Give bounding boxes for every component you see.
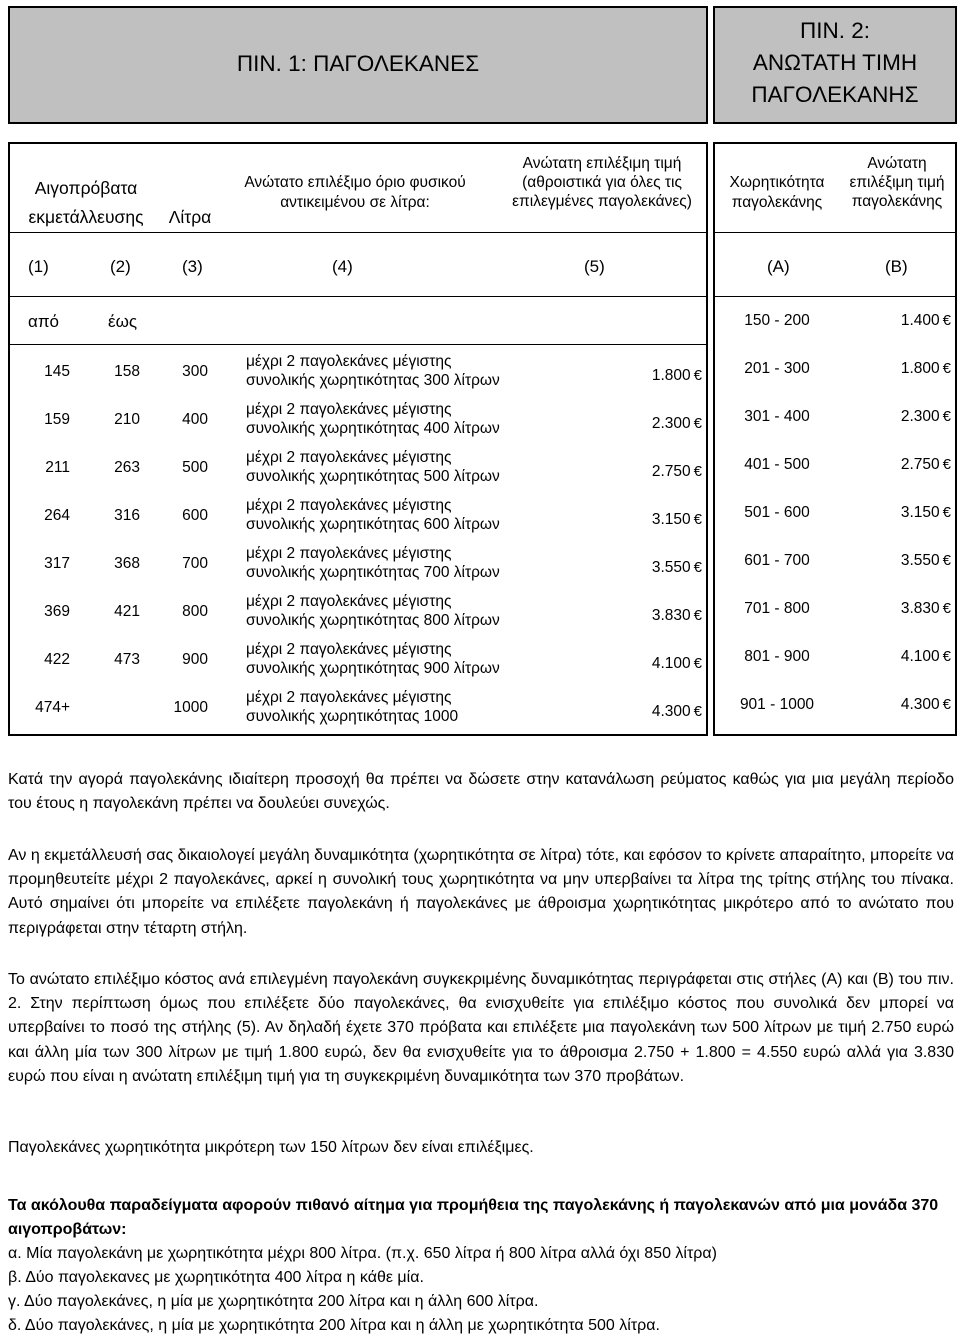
header-liters: Λίτρα [168, 207, 212, 227]
euro-icon: € [942, 648, 951, 665]
row-tank-price [835, 360, 951, 378]
euro-icon: € [942, 552, 951, 569]
table2-title-line1: ΠΙΝ. 2: [799, 18, 871, 43]
row-tank-price-value: 4.300 [900, 696, 940, 713]
row-max-price [610, 367, 702, 385]
row-desc-line2: συνολικής χωρητικότητας 300 λίτρων [246, 372, 500, 389]
colnum-B: (Β) [885, 257, 908, 276]
row-liters: 400 [182, 411, 208, 428]
row-max-price [610, 655, 702, 673]
row-tank-price [835, 600, 951, 618]
header-capacity-line2: παγολεκάνης [731, 194, 823, 211]
header-tankprice-line1: Ανώτατη [867, 155, 927, 172]
row-to: 316 [114, 507, 140, 524]
row-desc-line2: συνολικής χωρητικότητας 600 λίτρων [246, 516, 500, 533]
euro-icon: € [693, 367, 702, 384]
row-max-price-value: 3.830 [651, 607, 691, 624]
row-liters: 800 [182, 603, 208, 620]
row-liters: 300 [182, 363, 208, 380]
row-to: 263 [114, 459, 140, 476]
row-desc-line1: μέχρι 2 παγολεκάνες μέγιστης [246, 497, 452, 514]
row-tank-price [835, 504, 951, 522]
row-desc-line1: μέχρι 2 παγολεκάνες μέγιστης [246, 401, 452, 418]
paragraph-examples-intro: Τα ακόλουθα παραδείγματα αφορούν πιθανό αίτημα για προμήθεια της παγολεκάνης ή παγολεκανών από μια μονάδα 370 αιγοπροβάτων: [8, 1197, 939, 1239]
row-capacity: 901 - 1000 [739, 696, 815, 713]
row-max-price-value: 3.150 [651, 511, 691, 528]
row-to: 158 [114, 363, 140, 380]
example-b: β. Δύο παγολεκανες με χωρητικότητα 400 λίτρα η κάθε μία. [8, 1269, 424, 1286]
row-max-price [610, 607, 702, 625]
row-to: 210 [114, 411, 140, 428]
table2-title-box [713, 6, 957, 124]
row-from: 211 [45, 459, 70, 476]
row-max-price [610, 559, 702, 577]
row-max-price-value: 2.300 [651, 415, 691, 432]
row-max-price-value: 4.100 [651, 655, 691, 672]
row-from: 369 [44, 603, 70, 620]
row-desc-line2: συνολικής χωρητικότητας 400 λίτρων [246, 420, 500, 437]
row-capacity: 801 - 900 [744, 648, 810, 665]
euro-icon: € [942, 504, 951, 521]
row-tank-price-value: 1.800 [900, 360, 940, 377]
row-from: 474+ [35, 699, 70, 716]
row-desc-line2: συνολικής χωρητικότητας 700 λίτρων [246, 564, 500, 581]
row-tank-price [835, 648, 951, 666]
label-from: από [28, 312, 60, 331]
row-tank-price-value: 3.150 [900, 504, 940, 521]
euro-icon: € [693, 607, 702, 624]
row-tank-price [835, 696, 951, 714]
row-tank-price-value: 2.300 [900, 408, 940, 425]
colnum-A: (Α) [767, 257, 790, 276]
row-desc-line2: συνολικής χωρητικότητας 800 λίτρων [246, 612, 500, 629]
row-max-price [610, 415, 702, 433]
row-tank-price-value: 3.830 [900, 600, 940, 617]
row-tank-price-value: 1.400 [900, 312, 940, 329]
row-max-price-value: 2.750 [651, 463, 691, 480]
row-liters: 600 [182, 507, 208, 524]
table1-title-box [8, 6, 708, 124]
row-max-price-value: 1.800 [651, 367, 691, 384]
euro-icon: € [693, 463, 702, 480]
euro-icon: € [942, 456, 951, 473]
euro-icon: € [942, 600, 951, 617]
colnum2-divider [715, 296, 955, 297]
row-to: 421 [114, 603, 140, 620]
row-from: 145 [44, 363, 70, 380]
paragraph-min-capacity: Παγολεκάνες χωρητικότητα μικρότερη των 150 λίτρων δεν είναι επιλέξιμες. [8, 1139, 534, 1156]
euro-icon: € [693, 655, 702, 672]
row-max-price [610, 463, 702, 481]
row-capacity: 601 - 700 [744, 552, 810, 569]
colnum-4: (4) [332, 257, 353, 276]
header-goats-line2: εκμετάλλευσης [28, 207, 144, 227]
row-from: 159 [44, 411, 70, 428]
row-liters: 900 [182, 651, 208, 668]
colnum-3: (3) [182, 257, 203, 276]
row-desc-line2: συνολικής χωρητικότητας 900 λίτρων [246, 660, 500, 677]
header-maxprice-line2: (αθροιστικά για όλες τις [522, 174, 682, 191]
row-desc-line2: συνολικής χωρητικότητας 500 λίτρων [246, 468, 500, 485]
row-liters: 700 [182, 555, 208, 572]
row-desc-line1: μέχρι 2 παγολεκάνες μέγιστης [246, 545, 452, 562]
row-max-price [610, 703, 702, 721]
row-tank-price-value: 4.100 [900, 648, 940, 665]
euro-icon: € [693, 559, 702, 576]
row-desc-line1: μέχρι 2 παγολεκάνες μέγιστης [246, 353, 452, 370]
row-from: 264 [44, 507, 70, 524]
row-max-price [610, 511, 702, 529]
row-tank-price-value: 2.750 [900, 456, 940, 473]
row-max-price-value: 3.550 [651, 559, 691, 576]
header-capacity-line1: Χωρητικότητα [729, 174, 825, 191]
row-tank-price [835, 456, 951, 474]
row-tank-price-value: 3.550 [900, 552, 940, 569]
row-liters: 500 [182, 459, 208, 476]
table1-title: ΠΙΝ. 1: ΠΑΓΟΛΕΚΑΝΕΣ [236, 51, 480, 76]
euro-icon: € [693, 415, 702, 432]
colnum-5: (5) [584, 257, 605, 276]
header2-divider [715, 232, 955, 233]
paragraph-two-tanks: Αν η εκμετάλλευσή σας δικαιολογεί μεγάλη δυναμικότητα (χωρητικότητα σε λίτρα) τότε, και εφόσον το κρίνετε απαραίτητο, μπορείτε να προμηθευτείτε μέχρι 2 παγολεκάνες, αρκεί η συνολική τους χωρητικότητα να μην υπερβαίνει τα λίτρα της τρίτης στήλης του πίνακα. Αυτό σημαίνει ότι μπορείτε να επιλέξετε παγολεκάνη ή παγολεκάνες με άθροισμα χωρητικότητας μικρότερο από το ανώτατο που περιγράφεται στην τέταρτη στήλη. [8, 847, 954, 937]
row-from: 422 [44, 651, 70, 668]
example-a: α. Μία παγολεκάνη με χωρητικότητα μέχρι 800 λίτρα. (π.χ. 650 λίτρα ή 800 λίτρα αλλά όχι 850 λίτρα) [8, 1245, 717, 1262]
header-maxprice-line3: επιλεγμένες παγολεκάνες) [512, 193, 692, 210]
euro-icon: € [693, 511, 702, 528]
table2 [713, 142, 957, 736]
header-divider [10, 232, 706, 233]
row-capacity: 701 - 800 [744, 600, 810, 617]
colnum-2: (2) [110, 257, 131, 276]
label-to: έως [108, 312, 138, 331]
row-capacity: 201 - 300 [744, 360, 810, 377]
header-maxprice-line1: Ανώτατη επιλέξιμη τιμή [522, 155, 682, 172]
row-desc-line1: μέχρι 2 παγολεκάνες μέγιστης [246, 449, 452, 466]
row-liters: 1000 [173, 699, 208, 716]
row-desc-line1: μέχρι 2 παγολεκάνες μέγιστης [246, 593, 452, 610]
row-from: 317 [44, 555, 70, 572]
example-d: δ. Δύο παγολεκάνες, η μία με χωρητικότητα 200 λίτρα και η άλλη με χωρητικότητα 500 λίτρα. [8, 1317, 660, 1334]
euro-icon: € [942, 408, 951, 425]
row-tank-price [835, 408, 951, 426]
range-divider [10, 344, 706, 345]
row-capacity: 301 - 400 [744, 408, 810, 425]
row-max-price-value: 4.300 [651, 703, 691, 720]
table1 [8, 142, 708, 736]
row-to: 473 [114, 651, 140, 668]
paragraph-max-cost: Το ανώτατο επιλέξιμο κόστος ανά επιλεγμένη παγολεκάνη συγκεκριμένης δυναμικότητας περιγράφεται στις στήλες (Α) και (Β) του πιν. 2. Στην περίπτωση όμως που επιλέξετε δύο παγολεκάνες, θα ενισχυθείτε για επιλέξιμο κόστος που συνολικά δεν μπορεί να υπερβαίνει το ποσό της στήλης (5). Αν δηλαδή έχετε 370 πρόβατα και επιλέξετε μια παγολεκάνη των 500 λίτρων με τιμή 2.750 ευρώ και άλλη μία των 300 λίτρων με τιμή 1.800 ευρώ, δεν θα ενισχυθείτε για το άθροισμα 2.750 + 1.800 = 4.550 ευρώ αλλά για 3.830 ευρώ που είναι η ανώτατη επιλέξιμη τιμή για τη συγκεκριμένη δυναμικότητα των 370 προβάτων. [8, 971, 954, 1085]
euro-icon: € [942, 312, 951, 329]
example-c: γ. Δύο παγολεκάνες, η μία με χωρητικότητα 200 λίτρα και η άλλη 600 λίτρα. [8, 1293, 539, 1310]
header-maxlimit-line2: αντικειμένου σε λίτρα: [280, 194, 430, 211]
row-tank-price [835, 312, 951, 330]
header-tankprice-line2: επιλέξιμη τιμή [849, 174, 945, 191]
euro-icon: € [693, 703, 702, 720]
row-desc-line2: συνολικής χωρητικότητας 1000 [246, 708, 459, 725]
table2-title-line3: ΠΑΓΟΛΕΚΑΝΗΣ [751, 82, 919, 107]
row-capacity: 401 - 500 [744, 456, 810, 473]
header-goats-line1: Αιγοπρόβατα [34, 178, 138, 198]
row-capacity: 150 - 200 [744, 312, 810, 329]
row-to: 368 [114, 555, 140, 572]
row-desc-line1: μέχρι 2 παγολεκάνες μέγιστης [246, 641, 452, 658]
colnum-divider [10, 296, 706, 297]
row-desc-line1: μέχρι 2 παγολεκάνες μέγιστης [246, 689, 452, 706]
header-tankprice-line3: παγολεκάνης [851, 193, 943, 210]
row-capacity: 501 - 600 [744, 504, 810, 521]
euro-icon: € [942, 360, 951, 377]
paragraph-power-consumption: Κατά την αγορά παγολεκάνης ιδιαίτερη προσοχή θα πρέπει να δώσετε στην κατανάλωση ρεύματος καθώς για μια μεγάλη περίοδο του έτους η παγολεκάνη πρέπει να δουλεύει συνεχώς. [8, 771, 954, 813]
table2-title-line2: ΑΝΩΤΑΤΗ ΤΙΜΗ [752, 50, 918, 75]
row-tank-price [835, 552, 951, 570]
colnum-1: (1) [28, 257, 49, 276]
euro-icon: € [942, 696, 951, 713]
header-maxlimit-line1: Ανώτατο επιλέξιμο όριο φυσικού [244, 174, 466, 191]
